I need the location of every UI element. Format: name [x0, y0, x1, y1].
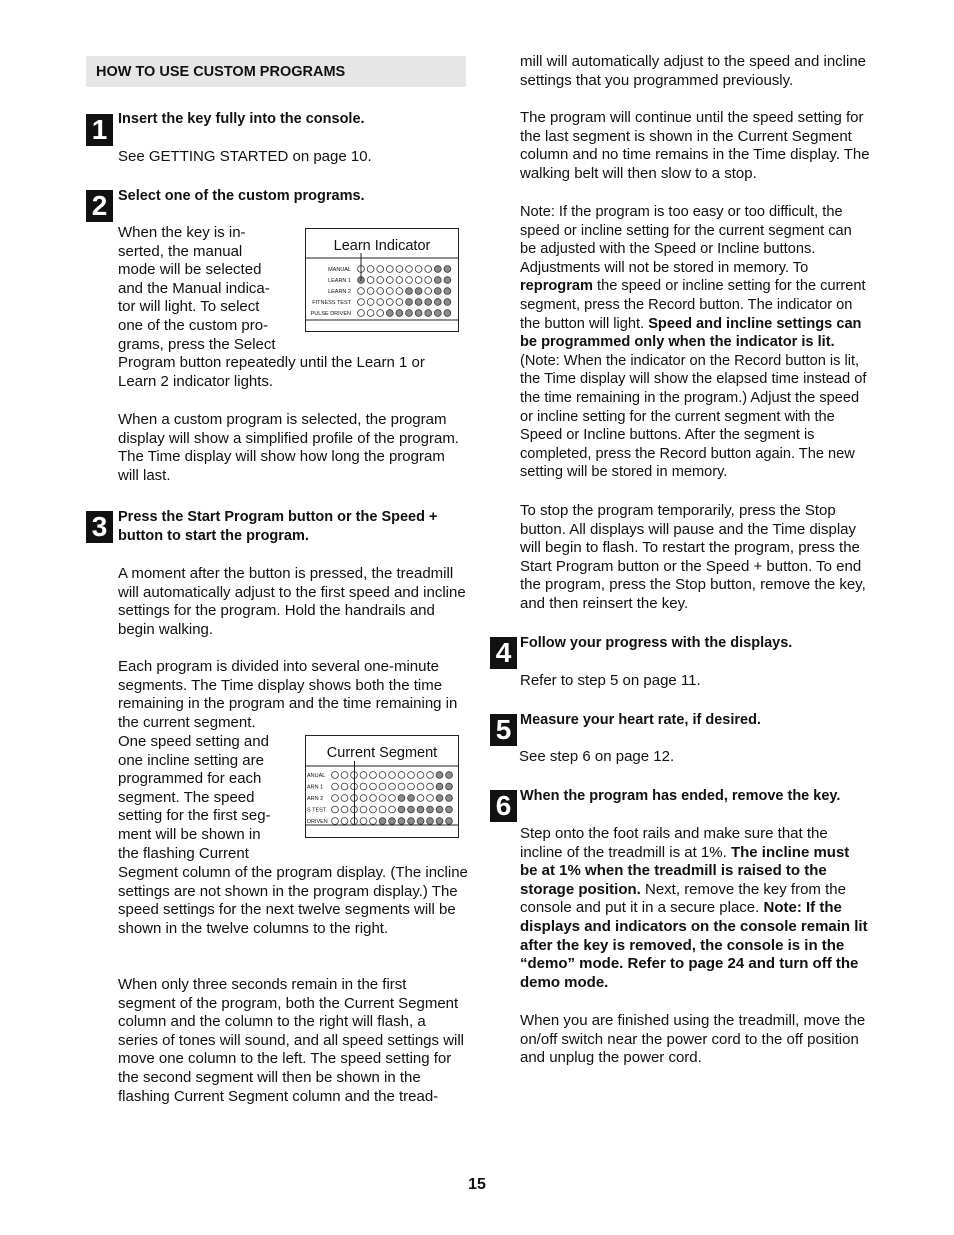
led-off	[389, 806, 396, 813]
step-3-title: Press the Start Program button or the Speed + button to start the program.	[118, 509, 438, 544]
led-off	[417, 772, 424, 779]
led-off	[360, 772, 367, 779]
led-off	[398, 783, 405, 790]
led-lit	[427, 818, 434, 825]
step-3-paragraph-3: When only three seconds remain in the first segment of the program, both the Current Segment column and the column to the right will flash, a series of tones will sound, and all speed settings will move one column to the left. The speed setting for the second segment will then be shown in the flashing Current Segment column and the tread-	[118, 976, 465, 1105]
led-off	[379, 795, 386, 802]
led-off	[360, 806, 367, 813]
led-off	[398, 772, 405, 779]
led-off	[341, 818, 348, 825]
text-line: one incline setting are	[118, 751, 264, 769]
led-lit	[444, 277, 451, 284]
led-lit	[434, 288, 441, 295]
text-line: the flashing Current	[118, 844, 249, 862]
led-lit	[436, 806, 443, 813]
text-line: mode will be selected	[118, 261, 262, 279]
led-off	[367, 299, 374, 306]
led-off	[370, 783, 377, 790]
led-off	[406, 266, 413, 273]
led-off	[367, 266, 374, 273]
current-segment-diagram	[305, 735, 459, 838]
led-off	[367, 277, 374, 284]
step-1-title: Insert the key fully into the console.	[118, 111, 365, 127]
row-label: ANUAL	[307, 773, 326, 779]
led-lit	[386, 310, 393, 317]
led-lit	[415, 288, 422, 295]
text-run: the speed or incline setting for the current segment, press the Record button. The indicator on the button will light.	[520, 278, 866, 332]
led-off	[427, 783, 434, 790]
led-off	[332, 783, 339, 790]
led-off	[332, 795, 339, 802]
led-off	[332, 806, 339, 813]
led-off	[367, 310, 374, 317]
diagram-caption: Current Segment	[326, 745, 438, 761]
led-off	[358, 310, 365, 317]
led-lit	[444, 310, 451, 317]
led-off	[427, 772, 434, 779]
step-5-title: Measure your heart rate, if desired.	[520, 712, 761, 728]
led-off	[332, 772, 339, 779]
text-line: When the key is in-	[118, 224, 246, 241]
led-lit	[408, 795, 415, 802]
led-off	[386, 266, 393, 273]
led-lit	[379, 818, 386, 825]
text-line: One speed setting and	[118, 733, 269, 750]
led-off	[396, 288, 403, 295]
text-line: one of the custom pro-	[118, 316, 269, 334]
row-label: DRIVEN	[307, 819, 328, 825]
led-off	[406, 277, 413, 284]
right-paragraph-4: To stop the program temporarily, press the Stop button. All displays will pause and the Time display will begin to flash. To restart the program, press the Start Program button or the Speed + button. To end the program, press the Stop button, remove the key, and then reinsert the key.	[520, 502, 866, 612]
led-off	[379, 772, 386, 779]
led-lit	[398, 818, 405, 825]
text-line: setting for the first seg-	[118, 807, 271, 825]
led-off	[425, 266, 432, 273]
led-off	[377, 288, 384, 295]
section-title: HOW TO USE CUSTOM PROGRAMS	[96, 64, 346, 80]
text-run-bold: The incline must be at 1% when the treadmill is raised to the storage position.	[520, 843, 850, 898]
text-run: Note: If the program is too easy or too difficult, the speed or incline setting for the current segment can be adjusted with the Speed or Incline buttons. Adjustments will not be stored in memory. To	[520, 204, 852, 276]
step-6-paragraph-1	[520, 825, 870, 992]
text-line: programmed for each	[118, 770, 262, 788]
indicator-grid	[306, 736, 458, 837]
right-paragraph-1: mill will automatically adjust to the speed and incline settings that you programmed previously.	[520, 53, 867, 89]
led-lit	[406, 299, 413, 306]
step-4-title: Follow your progress with the displays.	[520, 635, 793, 651]
step-1-number: 1	[86, 114, 113, 146]
text-run: Step onto the foot rails and make sure that the incline of the treadmill is at 1%.	[520, 825, 828, 861]
led-off	[379, 783, 386, 790]
led-lit	[398, 795, 405, 802]
led-off	[417, 783, 424, 790]
led-lit	[415, 310, 422, 317]
led-off	[360, 795, 367, 802]
led-off	[341, 806, 348, 813]
row-label: PULSE DRIVEN	[310, 311, 351, 317]
led-lit	[434, 299, 441, 306]
led-lit	[436, 795, 443, 802]
led-off	[408, 772, 415, 779]
led-off	[367, 288, 374, 295]
right-paragraph-3	[520, 203, 870, 482]
led-off	[358, 288, 365, 295]
led-lit	[444, 299, 451, 306]
step-4-number: 4	[490, 637, 517, 669]
led-lit	[396, 310, 403, 317]
step-2-title: Select one of the custom programs.	[118, 188, 365, 204]
row-label: FITNESS TEST	[312, 300, 351, 306]
step-3-paragraph-1: A moment after the button is pressed, the treadmill will automatically adjust to the first speed and incline settings for the program. Hold the handrails and begin walking.	[118, 565, 466, 638]
led-off	[377, 310, 384, 317]
led-off	[360, 818, 367, 825]
led-off	[386, 299, 393, 306]
led-off	[332, 818, 339, 825]
row-label: MANUAL	[328, 267, 351, 273]
led-off	[408, 783, 415, 790]
led-off	[370, 818, 377, 825]
text-line: serted, the manual	[118, 242, 243, 260]
step-4-text: Refer to step 5 on page 11.	[520, 672, 701, 689]
step-6-number: 6	[490, 790, 517, 822]
text-run: (Note: When the indicator on the Record button is lit, the Time display will show the elapsed time instead of the time remaining in the program.) Adjust the speed or incline setting for the current segment with the Speed or Incline buttons. After the segment is completed, press the Record button again. The new setting will be stored in memory.	[520, 352, 867, 481]
row-label: ARN 1	[307, 784, 324, 791]
step-2-paragraph-2: When a custom program is selected, the program display will show a simplified profile of the program. The Time display will show how long the program will last.	[118, 411, 459, 484]
led-off	[389, 783, 396, 790]
text-line: tor will light. To select	[118, 298, 260, 316]
text-line: grams, press the Select	[118, 335, 276, 353]
page-number: 15	[468, 1176, 486, 1193]
row-label: ARN 2	[307, 796, 324, 802]
learn-indicator-diagram	[305, 228, 459, 332]
led-off	[415, 277, 422, 284]
step-3-wrap-text	[118, 733, 298, 863]
led-off	[360, 783, 367, 790]
led-off	[389, 772, 396, 779]
led-lit	[436, 818, 443, 825]
led-lit	[417, 806, 424, 813]
step-5-number: 5	[490, 714, 517, 746]
text-run-bold: Speed and incline settings can be programmed only when the indicator is lit.	[520, 315, 862, 351]
led-lit	[415, 299, 422, 306]
led-off	[396, 299, 403, 306]
text-line: ment will be shown in	[118, 825, 261, 843]
step-3-number: 3	[86, 511, 113, 543]
led-off	[425, 288, 432, 295]
led-lit	[398, 806, 405, 813]
step-2-text-rest: Program button repeatedly until the Learn 1 or Learn 2 indicator lights.	[118, 354, 425, 390]
text-run-bold: Note: If the displays and indicators on the console remain lit after the key is removed, the console is in the “demo” mode. Refer to page 24 and turn off the demo mode.	[520, 899, 868, 991]
led-lit	[406, 310, 413, 317]
text-line: segment. The speed	[118, 788, 255, 806]
led-lit	[444, 266, 451, 273]
led-lit	[434, 310, 441, 317]
led-lit	[444, 288, 451, 295]
led-lit	[406, 288, 413, 295]
led-off	[341, 795, 348, 802]
led-off	[427, 795, 434, 802]
led-off	[425, 277, 432, 284]
led-off	[341, 772, 348, 779]
step-1-text: See GETTING STARTED on page 10.	[118, 148, 372, 165]
step-2-wrap-text	[118, 224, 298, 354]
led-lit	[434, 266, 441, 273]
step-6-title: When the program has ended, remove the key.	[520, 788, 841, 804]
led-off	[396, 277, 403, 284]
step-2-number: 2	[86, 190, 113, 222]
led-lit	[446, 783, 453, 790]
text-run: Next, remove the key from the console and put it in a secure place.	[520, 880, 846, 917]
step-6-paragraph-2: When you are finished using the treadmill, move the on/off switch near the power cord to the off position and unplug the power cord.	[520, 1012, 866, 1067]
led-lit	[425, 310, 432, 317]
led-off	[370, 795, 377, 802]
led-lit	[408, 806, 415, 813]
led-lit	[427, 806, 434, 813]
led-lit	[417, 818, 424, 825]
led-off	[358, 299, 365, 306]
led-off	[370, 806, 377, 813]
led-lit	[408, 818, 415, 825]
led-lit	[446, 806, 453, 813]
step-3-paragraph-2-top: Each program is divided into several one-minute segments. The Time display shows both the time remaining in the program and the time remaining in the current segment.	[118, 658, 458, 731]
row-label: LEARN 1	[328, 278, 351, 284]
led-off	[377, 299, 384, 306]
step-3-paragraph-2-rest: Segment column of the program display. (The incline settings are not shown in the program display.) The speed settings for the next twelve segments will be shown in the twelve columns to the right.	[118, 864, 468, 937]
text-line: and the Manual indica-	[118, 279, 270, 297]
led-off	[379, 806, 386, 813]
row-label: S TEST	[307, 807, 327, 814]
led-lit	[436, 783, 443, 790]
led-lit	[425, 299, 432, 306]
led-lit	[446, 818, 453, 825]
led-off	[370, 772, 377, 779]
led-off	[341, 783, 348, 790]
led-lit	[446, 772, 453, 779]
led-lit	[434, 277, 441, 284]
diagram-caption: Learn Indicator	[333, 238, 431, 254]
step-5-text: See step 6 on page 12.	[519, 748, 675, 765]
led-off	[417, 795, 424, 802]
led-off	[389, 795, 396, 802]
section-header	[86, 56, 466, 87]
led-off	[386, 288, 393, 295]
led-off	[377, 277, 384, 284]
row-label: LEARN 2	[328, 289, 351, 295]
led-lit	[389, 818, 396, 825]
indicator-grid	[306, 229, 458, 331]
led-lit	[446, 795, 453, 802]
led-off	[396, 266, 403, 273]
led-off	[377, 266, 384, 273]
led-off	[415, 266, 422, 273]
text-run-bold: reprogram	[520, 278, 593, 295]
right-paragraph-2: The program will continue until the speed setting for the last segment is shown in the Current Segment column and no time remains in the Time display. The walking belt will then slow to a stop.	[520, 109, 870, 182]
led-off	[386, 277, 393, 284]
led-lit	[436, 772, 443, 779]
